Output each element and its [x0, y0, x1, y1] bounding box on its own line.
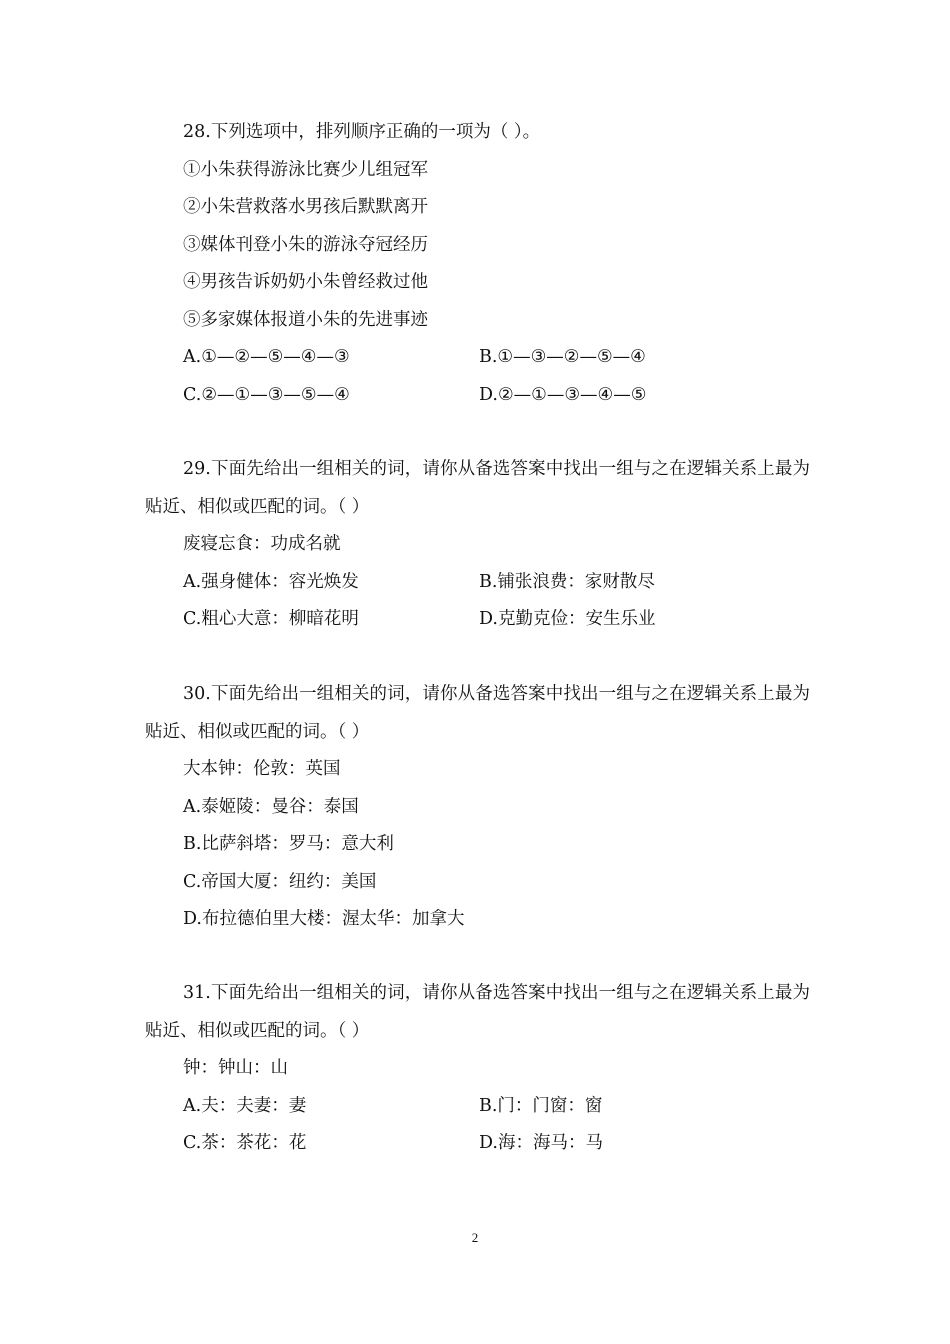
- question-30: [145, 676, 810, 939]
- question-stem: 30.下面先给出一组相关的词，请你从备选答案中找出一组与之在逻辑关系上最为贴近、相似或匹配的词。（ ）: [145, 684, 810, 742]
- question-28: [145, 114, 810, 414]
- option-c: C.粗心大意：柳暗花明: [183, 609, 359, 629]
- option-b: B.铺张浪费：家财散尽: [479, 571, 655, 592]
- option-d: D.海：海马：马: [479, 1133, 603, 1153]
- option-c: C.茶：茶花：花: [183, 1133, 307, 1153]
- question-29: [145, 451, 810, 639]
- option-b: B.比萨斜塔：罗马：意大利: [183, 834, 394, 854]
- event-item: ④男孩告诉奶奶小朱曾经救过他: [183, 272, 428, 292]
- question-stem: 31.下面先给出一组相关的词，请你从备选答案中找出一组与之在逻辑关系上最为贴近、相似或匹配的词。（ ）: [145, 983, 810, 1041]
- given-words: 钟：钟山：山: [183, 1058, 288, 1078]
- given-words: 大本钟：伦敦：英国: [183, 759, 341, 779]
- option-row: [145, 377, 810, 415]
- option-row: [145, 1088, 810, 1126]
- option-row: [145, 339, 810, 377]
- option-row: [145, 1125, 810, 1163]
- option-b: B.门：门窗：窗: [479, 1095, 603, 1116]
- event-item: ③媒体刊登小朱的游泳夺冠经历: [183, 234, 428, 255]
- option-d: D.布拉德伯里大楼：渥太华：加拿大: [183, 909, 465, 929]
- option-a: A.夫：夫妻：妻: [183, 1095, 307, 1116]
- option-c: C.②—①—③—⑤—④: [183, 384, 350, 405]
- option-row: [145, 564, 810, 602]
- option-a: A.强身健体：容光焕发: [183, 571, 359, 592]
- event-item: ②小朱营救落水男孩后默默离开: [183, 197, 428, 217]
- question-stem: 28.下列选项中，排列顺序正确的一项为（ ）。: [183, 122, 541, 142]
- event-item: ⑤多家媒体报道小朱的先进事迹: [183, 309, 428, 330]
- page-number: 2: [471, 1230, 479, 1245]
- event-item: ①小朱获得游泳比赛少儿组冠军: [183, 159, 428, 180]
- option-d: D.②—①—③—④—⑤: [479, 384, 647, 405]
- option-c: C.帝国大厦：纽约：美国: [183, 871, 377, 892]
- option-a: A.①—②—⑤—④—③: [183, 347, 350, 367]
- question-31: [145, 975, 810, 1163]
- given-words: 废寝忘食：功成名就: [183, 534, 341, 554]
- option-a: A.泰姬陵：曼谷：泰国: [183, 796, 359, 817]
- option-d: D.克勤克俭：安生乐业: [479, 609, 656, 629]
- option-row: [145, 601, 810, 639]
- option-b: B.①—③—②—⑤—④: [479, 347, 646, 367]
- question-stem: 29.下面先给出一组相关的词，请你从备选答案中找出一组与之在逻辑关系上最为贴近、相似或匹配的词。（ ）: [145, 459, 810, 517]
